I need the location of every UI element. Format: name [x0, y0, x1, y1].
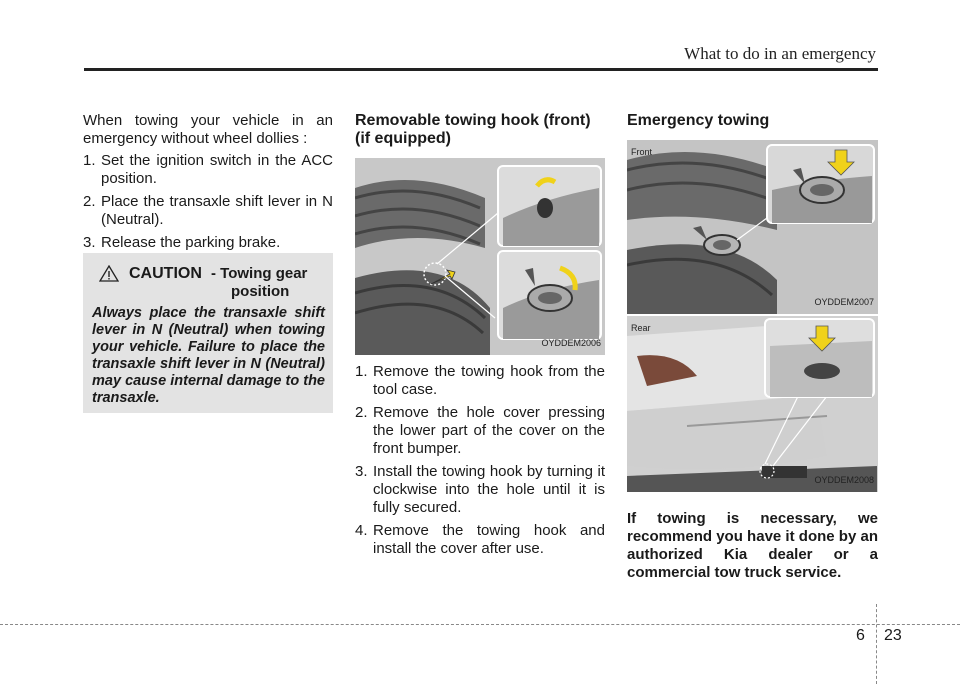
warning-triangle-icon [99, 265, 119, 286]
page-divider [876, 604, 877, 684]
footer-rule [0, 624, 960, 625]
list-item [83, 234, 333, 252]
rear-label: Rear [631, 323, 651, 333]
step-text: Place the transaxle shift lever in N (Neutral). [101, 193, 333, 228]
step-text: Set the ignition switch in the ACC position. [101, 152, 333, 187]
step-number: 1. [355, 363, 368, 380]
front-label: Front [631, 147, 653, 157]
list-item [83, 152, 333, 188]
step-number: 3. [83, 234, 96, 251]
towing-steps-list [83, 152, 333, 252]
step-text: Remove the hole cover pressing the lower part of the cover on the front bumper. [373, 404, 605, 457]
step-number: 2. [355, 404, 368, 421]
list-item [355, 522, 605, 558]
rear-towing-illustration [627, 316, 878, 492]
right-column [627, 112, 878, 582]
header-rule [84, 68, 878, 71]
step-text: Remove the towing hook and install the cover after use. [373, 522, 605, 557]
step-number: 4. [355, 522, 368, 539]
list-item [355, 363, 605, 399]
step-number: 1. [83, 152, 96, 169]
towing-hook-illustration [355, 158, 605, 355]
towing-hook-figure [355, 158, 605, 355]
page-number: 23 [884, 627, 902, 644]
step-text: Release the parking brake. [101, 234, 281, 251]
list-item [355, 463, 605, 517]
chapter-number: 6 [856, 627, 865, 644]
front-towing-illustration [627, 140, 878, 314]
step-number: 2. [83, 193, 96, 210]
figure-code: OYDDEM2007 [814, 297, 874, 307]
caution-body: Always place the transaxle shift lever in N (Neutral) when towing your vehicle. Failure to place the transaxle shift lever in N (Neutral) may cause internal damage to the transaxle. [92, 305, 325, 406]
heading-line-2: (if equipped) [355, 130, 451, 147]
step-number: 3. [355, 463, 368, 480]
rear-towing-figure [627, 316, 878, 492]
caution-box [83, 253, 333, 413]
towing-recommendation: If towing is necessary, we recommend you have it done by an authorized Kia dealer or a commercial tow truck service. [627, 510, 878, 581]
step-text: Install the towing hook by turning it clockwise into the hole until it is fully secured. [373, 463, 605, 516]
figure-code: OYDDEM2006 [541, 338, 601, 348]
list-item [355, 404, 605, 458]
section-title: What to do in an emergency [684, 44, 876, 63]
caution-word: CAUTION [129, 265, 202, 282]
heading-towing-hook [355, 112, 605, 148]
hook-steps-list [355, 363, 605, 558]
middle-column [355, 112, 605, 563]
figure-code: OYDDEM2008 [814, 475, 874, 485]
caution-subject: - Towing gear [211, 265, 308, 282]
heading-line-1: Removable towing hook (front) [355, 112, 591, 129]
caution-subject-2: position [231, 283, 290, 300]
front-towing-figure [627, 140, 878, 314]
heading-emergency-towing: Emergency towing [627, 112, 770, 129]
intro-text: When towing your vehicle in an emergency without wheel dollies : [83, 112, 333, 147]
left-column [83, 112, 333, 257]
list-item [83, 193, 333, 229]
step-text: Remove the towing hook from the tool case. [373, 363, 605, 398]
